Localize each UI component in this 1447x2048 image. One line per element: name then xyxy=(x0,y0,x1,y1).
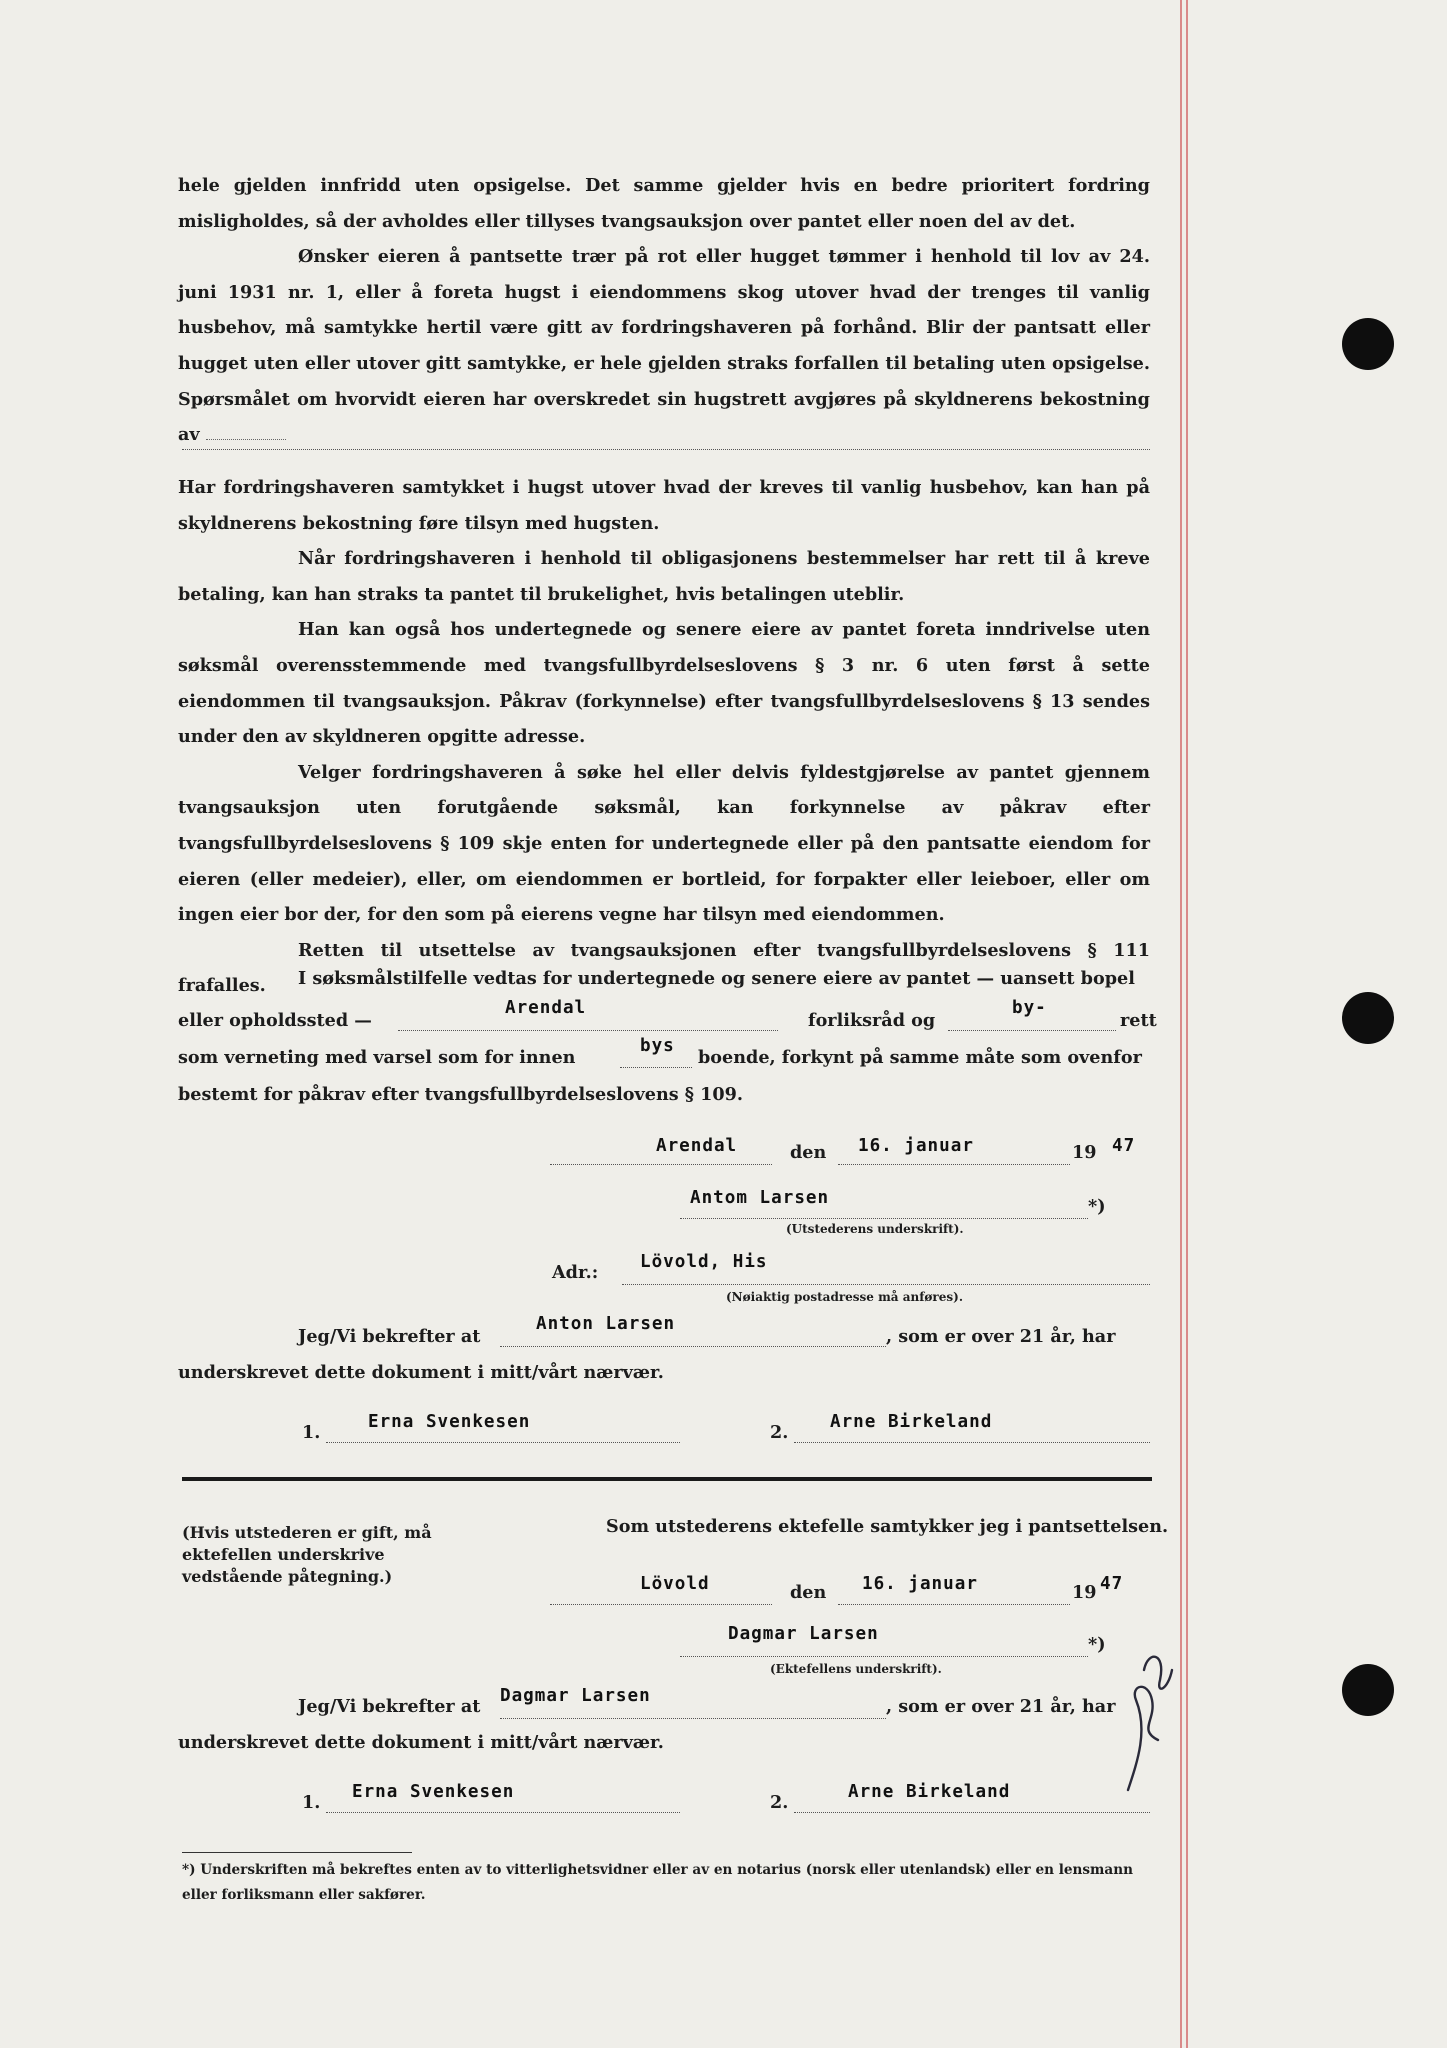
venue-prefix: eller opholdssted — xyxy=(178,1010,372,1031)
year-prefix: 19 xyxy=(1072,1582,1097,1603)
blank-line xyxy=(794,1442,1150,1443)
footnote-mark: *) xyxy=(1088,1196,1106,1217)
paragraph: Når fordringshaveren i henhold til obligasjonens bestemmelser har rett til å kreve betaling, kan han straks ta pantet til brukelighet, hvis betalingen uteblir. xyxy=(178,548,1150,605)
venue-mid: forliksråd og xyxy=(808,1010,936,1031)
blank-line xyxy=(620,1067,692,1068)
year-suffix: 47 xyxy=(1112,1136,1136,1156)
confirm-name: Dagmar Larsen xyxy=(500,1686,651,1706)
blank-line xyxy=(794,1812,1150,1813)
confirm-name: Anton Larsen xyxy=(536,1314,676,1334)
confirm-post: , som er over 21 år, har xyxy=(886,1326,1116,1347)
blank-line xyxy=(500,1346,886,1347)
blank-line xyxy=(326,1812,680,1813)
year-suffix: 47 xyxy=(1100,1574,1124,1594)
punch-hole xyxy=(1342,992,1394,1044)
spouse-consent: Som utstederens ektefelle samtykker jeg i pantsettelsen. xyxy=(606,1516,1169,1537)
blank-line xyxy=(838,1604,1070,1605)
confirm-post: , som er over 21 år, har xyxy=(886,1696,1116,1717)
address-caption: (Nøiaktig postadresse må anføres). xyxy=(726,1290,963,1304)
signature-caption: (Utstederens underskrift). xyxy=(786,1222,964,1236)
body-text-1 xyxy=(178,168,1150,453)
residence: bys xyxy=(640,1036,675,1056)
footnote-rule xyxy=(182,1852,412,1853)
venue-line-1: I søksmålstilfelle vedtas for undertegnede og senere eiere av pantet — uansett bopel xyxy=(298,968,1135,989)
venue-line-4: bestemt for påkrav efter tvangsfullbyrdelseslovens § 109. xyxy=(178,1084,743,1105)
blank-line xyxy=(550,1604,772,1605)
witness-1-number: 1. xyxy=(302,1422,321,1443)
blank-line xyxy=(326,1442,680,1443)
witness-2-number: 2. xyxy=(770,1422,789,1443)
year-prefix: 19 xyxy=(1072,1142,1097,1163)
punch-hole xyxy=(1342,1664,1394,1716)
witness-2: Arne Birkeland xyxy=(830,1412,993,1432)
blank-line xyxy=(622,1284,1150,1285)
den-label: den xyxy=(790,1142,827,1163)
body-text-2 xyxy=(178,470,1150,1004)
issuer-date: 16. januar xyxy=(858,1136,974,1156)
witness-1: Erna Svenkesen xyxy=(368,1412,531,1432)
red-margin-line xyxy=(1186,0,1188,2048)
court-place: Arendal xyxy=(505,998,587,1018)
paragraph: Velger fordringshaveren å søke hel eller delvis fyldestgjørelse av pantet gjennem tvangsauksjon uten forutgående søksmål, kan forkynnelse av påkrav efter tvangsfullbyrdelseslovens § 109 skje enten for undertegnede eller på den pantsatte eiendom for eieren (eller medeier), eller, om eiendommen er bortleid, for forpakter eller leieboer, eller om ingen eier bor der, for den som på eierens vegne har tilsyn med eiendommen. xyxy=(178,761,1150,926)
red-margin-line xyxy=(1180,0,1182,2048)
spouse-signature: Dagmar Larsen xyxy=(728,1624,879,1644)
blank-line xyxy=(948,1030,1116,1031)
confirm-pre: Jeg/Vi bekrefter at xyxy=(298,1696,481,1717)
witness-1: Erna Svenkesen xyxy=(352,1782,515,1802)
paragraph: Retten til utsettelse av tvangsauksjonen efter tvangsfullbyrdelseslovens § 111 frafalles. xyxy=(178,939,1150,997)
blank-field xyxy=(206,439,286,440)
spouse-date: 16. januar xyxy=(862,1574,978,1594)
venue-suffix: rett xyxy=(1120,1010,1157,1031)
issuer-signature: Antom Larsen xyxy=(690,1188,830,1208)
confirm-pre: Jeg/Vi bekrefter at xyxy=(298,1326,481,1347)
spouse-place: Lövold xyxy=(640,1574,710,1594)
witness-2-number: 2. xyxy=(770,1792,789,1813)
blank-line xyxy=(680,1218,1088,1219)
signature-caption: (Ektefellens underskrift). xyxy=(770,1662,942,1676)
address-label: Adr.: xyxy=(552,1262,599,1283)
issuer-place: Arendal xyxy=(656,1136,738,1156)
blank-line xyxy=(500,1718,886,1719)
blank-line xyxy=(182,449,1150,450)
blank-line xyxy=(398,1030,778,1031)
paragraph: Ønsker eieren å pantsette trær på rot eller hugget tømmer i henhold til lov av 24. juni 1931 nr. 1, eller å foreta hugst i eiendommens skog utover hvad der trenges til vanlig husbehov, må samtykke hertil være gitt av fordringshaveren på forhånd. Blir der pantsatt eller hugget uten eller utover gitt samtykke, er hele gjelden straks forfallen til betaling uten opsigelse. Spørsmålet om hvorvidt eieren har overskredet sin hugstrett avgjøres på skyldnerens bekostning av xyxy=(178,246,1150,446)
handwritten-initials-mark xyxy=(1108,1640,1178,1810)
confirm-line-2: underskrevet dette dokument i mitt/vårt nærvær. xyxy=(178,1732,664,1753)
witness-1-number: 1. xyxy=(302,1792,321,1813)
punch-hole xyxy=(1342,318,1394,370)
den-label: den xyxy=(790,1582,827,1603)
footnote: *) Underskriften må bekreftes enten av to vitterlighetsvidner eller av en notarius (norsk eller utenlandsk) eller en lensmann eller forliksmann eller sakfører. xyxy=(182,1862,1134,1903)
spouse-note: (Hvis utstederen er gift, må ektefellen underskrive vedstående påtegning.) xyxy=(182,1523,432,1586)
blank-line xyxy=(550,1164,772,1165)
confirm-line-2: underskrevet dette dokument i mitt/vårt nærvær. xyxy=(178,1362,664,1383)
venue-line-3-post: boende, forkynt på samme måte som ovenfor xyxy=(698,1047,1142,1068)
paragraph: Han kan også hos undertegnede og senere eiere av pantet foreta inndrivelse uten søksmål overensstemmende med tvangsfullbyrdelseslovens § 3 nr. 6 uten først å sette eiendommen til tvangsauksjon. Påkrav (forkynnelse) efter tvangsfullbyrdelseslovens § 13 sendes under den av skyldneren opgitte adresse. xyxy=(178,619,1150,748)
address: Lövold, His xyxy=(640,1252,768,1272)
paragraph: Har fordringshaveren samtykket i hugst utover hvad der kreves til vanlig husbehov, kan han på skyldnerens bekostning føre tilsyn med hugsten. xyxy=(178,477,1150,534)
footnote-mark: *) xyxy=(1088,1634,1106,1655)
blank-line xyxy=(838,1164,1070,1165)
witness-2: Arne Birkeland xyxy=(848,1782,1011,1802)
blank-line xyxy=(680,1656,1088,1657)
venue-line-3-pre: som verneting med varsel som for innen xyxy=(178,1047,576,1068)
paragraph: hele gjelden innfridd uten opsigelse. Det samme gjelder hvis en bedre prioritert fordring misligholdes, så der avholdes eller tillyses tvangsauksjon over pantet eller noen del av det. xyxy=(178,175,1150,232)
court-type: by- xyxy=(1012,998,1047,1018)
section-rule xyxy=(182,1477,1152,1481)
